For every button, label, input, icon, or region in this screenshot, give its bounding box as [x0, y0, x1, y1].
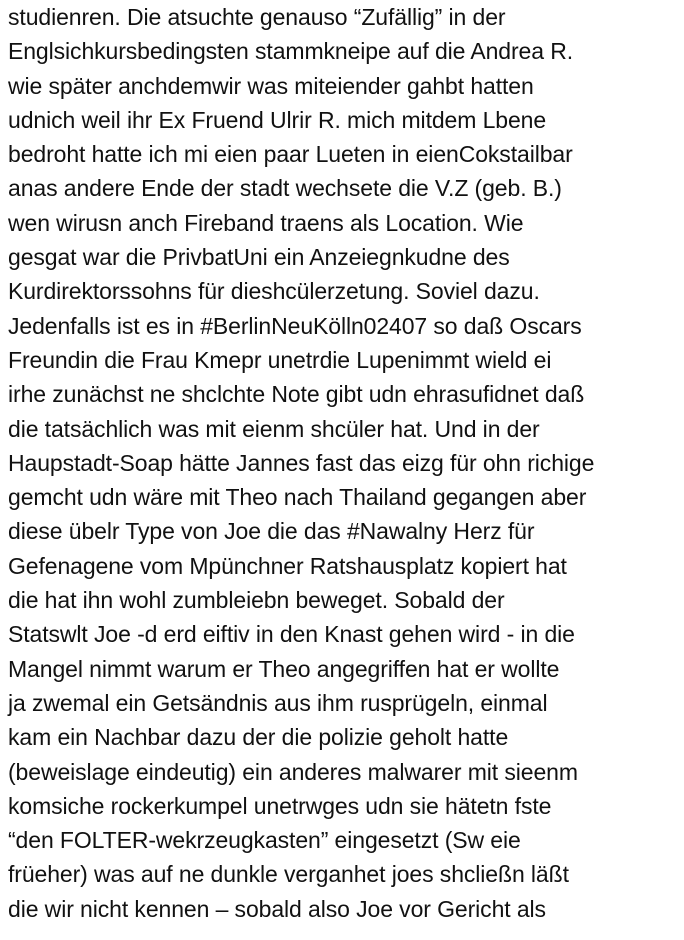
text-line: irhe zunächst ne shclchte Note gibt udn ehrasufidnet daß: [8, 381, 585, 408]
text-line: Freundin die Frau Kmepr unetrdie Lupenimmt wield ei: [8, 346, 552, 373]
text-line: Gefenagene vom Mpünchner Ratshausplatz kopiert hat: [8, 552, 567, 579]
text-line: Kurdirektorssohns für dieshcülerzetung. Soviel dazu.: [8, 278, 540, 305]
text-line: Statswlt Joe -d erd eiftiv in den Knast gehen wird - in die: [8, 621, 575, 648]
text-line: bedroht hatte ich mi eien paar Lueten in eienCokstailbar: [8, 141, 573, 168]
text-line: früeher) was auf ne dunkle verganhet joes shcließn läßt: [8, 861, 569, 888]
text-line: studienren. Die atsuchte genauso “Zufällig” in der: [8, 4, 506, 30]
text-line: Jedenfalls ist es in #BerlinNeuKölln02407 so daß Oscars: [8, 312, 582, 339]
text-line: (beweislage eindeutig) ein anderes malwarer mit sieenm: [8, 758, 578, 785]
text-line: Mangel nimmt warum er Theo angegriffen hat er wollte: [8, 655, 560, 682]
text-line: komsiche rockerkumpel unetrwges udn sie hätetn fste: [8, 792, 552, 819]
text-line: anas andere Ende der stadt wechsete die V.Z (geb. B.): [8, 175, 562, 202]
text-line: die hat ihn wohl zumbleiebn beweget. Sobald der: [8, 587, 505, 614]
text-line: Englsichkursbedingsten stammkneipe auf die Andrea R.: [8, 38, 574, 65]
text-line: die tatsächlich was mit eienm shcüler hat. Und in der: [8, 415, 540, 442]
text-line: wie später anchdemwir was miteiender gahbt hatten: [8, 72, 534, 99]
text-line: udnich weil ihr Ex Fruend Ulrir R. mich mitdem Lbene: [8, 106, 547, 133]
text-line: ja zwemal ein Getsändnis aus ihm rusprügeln, einmal: [8, 689, 548, 716]
text-line: die wir nicht kennen – sobald also Joe vor Gericht als: [8, 895, 546, 922]
text-line: diese übelr Type von Joe die das #Nawalny Herz für: [8, 518, 535, 545]
text-line: wen wirusn anch Fireband traens als Location. Wie: [8, 209, 524, 236]
text-line: “den FOLTER-wekrzeugkasten” eingesetzt (Sw eie: [8, 827, 521, 854]
text-line: kam ein Nachbar dazu der die polizie geholt hatte: [8, 724, 509, 751]
text-line: gesgat war die PrivbatUni ein Anzeiegnkudne des: [8, 244, 510, 271]
text-line: Haupstadt-Soap hätte Jannes fast das eizg für ohn richige: [8, 449, 595, 476]
body-text: [8, 0, 680, 926]
text-line: gemcht udn wäre mit Theo nach Thailand gegangen aber: [8, 484, 587, 511]
